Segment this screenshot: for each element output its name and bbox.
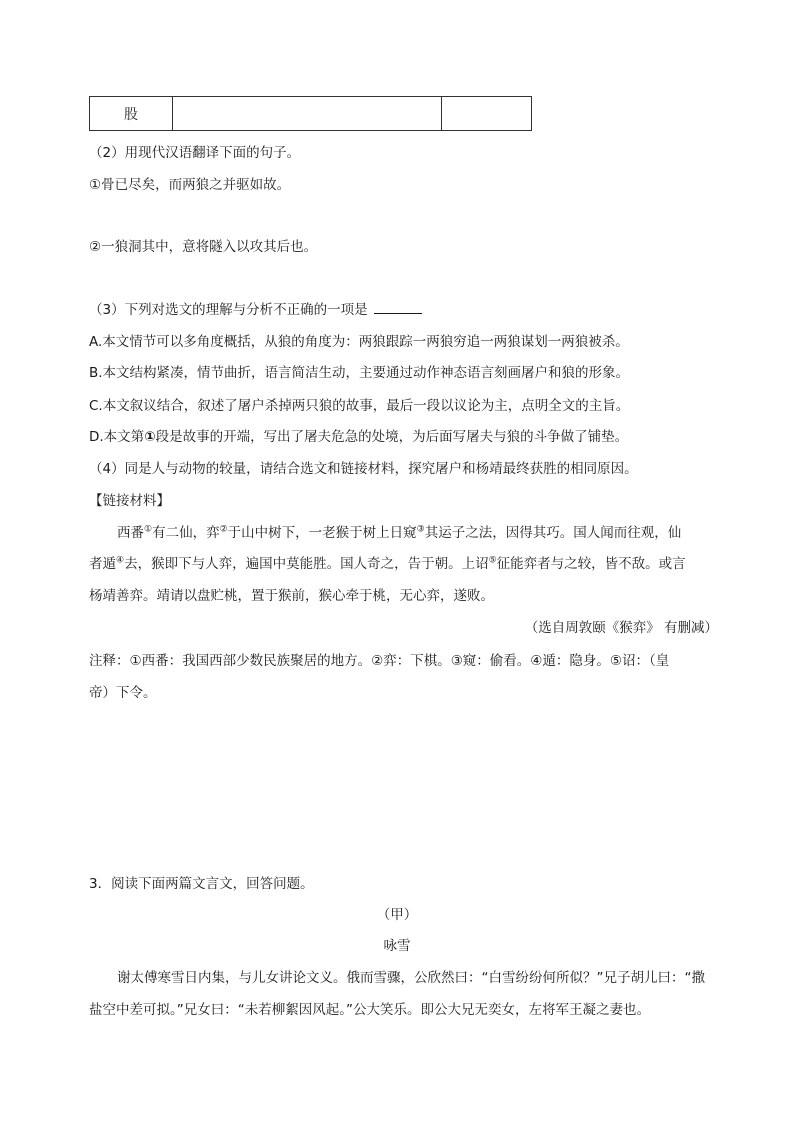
annotation-line-1: 注释：①西番：我国西部少数民族聚居的地方。②弈：下棋。③窥：偷看。④遁：隐身。⑤诏：（皇 xyxy=(89,653,670,669)
paragraph-marker: ① xyxy=(144,429,156,445)
table-cell-label: 股 xyxy=(90,97,173,131)
text-segment: 去，猴即下与人弈，遍国中莫能胜。国人奇之，告于朝。上诏 xyxy=(124,556,489,572)
table-row xyxy=(90,97,532,131)
footnote-marker: ⑤ xyxy=(488,555,497,566)
footnote-marker: ④ xyxy=(116,555,125,566)
q2-prompt: （2）用现代汉语翻译下面的句子。 xyxy=(89,145,301,161)
section-label: （甲） xyxy=(376,907,418,923)
q2-sentence-2: ②一狼洞其中，意将隧入以攻其后也。 xyxy=(89,239,318,255)
source-citation: （选自周敦颐《猴弈》 有删减） xyxy=(524,620,718,636)
q3-option-a: A.本文情节可以多角度概括，从狼的角度为：两狼跟踪一两狼穷追一两狼谋划一两狼被杀。 xyxy=(89,334,629,350)
link-paragraph-line-1 xyxy=(117,521,681,541)
link-paragraph-line-2 xyxy=(89,552,686,572)
q3-option-d-start: D.本文第 xyxy=(89,429,145,445)
q3-prompt: （3）下列对选文的理解与分析不正确的一项是 xyxy=(89,302,368,318)
q3-option-b: B.本文结构紧凑，情节曲折，语言简洁生动，主要通过动作神态语言刻画屠户和狼的形象。 xyxy=(89,365,630,381)
text-segment: 有二仙，弈 xyxy=(152,525,220,541)
link-paragraph-line-3: 杨靖善弈。靖请以盘贮桃，置于猴前，猴心牵于桃，无心弈，遂败。 xyxy=(89,588,494,604)
text-segment: 者遁 xyxy=(89,556,116,572)
footnote-marker: ③ xyxy=(416,524,425,535)
passage-line-2: 盐空中差可拟。”兄女曰：“未若柳絮因风起。”公大笑乐。即公大兄无奕女，左将军王凝之妻也。 xyxy=(89,1002,650,1018)
q3-option-c: C.本文叙议结合，叙述了屠户杀掉两只狼的故事，最后一段以议论为主，点明全文的主旨。 xyxy=(89,398,630,414)
text-segment: 其运子之法，因得其巧。国人闻而往观，仙 xyxy=(424,525,682,541)
question-3-prompt: 3．阅读下面两篇文言文，回答问题。 xyxy=(89,876,314,892)
text-segment: 西番 xyxy=(117,525,144,541)
text-segment: 征能弈者与之较，皆不敌。或言 xyxy=(496,556,686,572)
passage-line-1: 谢太傅寒雪日内集，与儿女讲论文义。俄而雪骤，公欣然曰：“白雪纷纷何所似？”兄子胡儿曰：“撒 xyxy=(117,970,705,986)
q4-prompt: （4）同是人与动物的较量，请结合选文和链接材料，探究屠户和杨靖最终获胜的相同原因。 xyxy=(89,461,638,477)
answer-table xyxy=(89,96,532,131)
q3-option-d xyxy=(89,425,628,445)
table-cell-empty xyxy=(173,97,442,131)
link-heading: 【链接材料】 xyxy=(89,493,170,509)
table-cell-empty xyxy=(442,97,532,131)
q2-sentence-1: ①骨已尽矣，而两狼之并驱如故。 xyxy=(89,177,291,193)
footnote-marker: ② xyxy=(219,524,228,535)
q3-line xyxy=(89,298,422,318)
text-segment: 于山中树下，一老猴于树上日窥 xyxy=(227,525,417,541)
annotation-line-2: 帝）下令。 xyxy=(89,685,157,701)
passage-title: 咏雪 xyxy=(383,938,411,954)
q3-option-d-end: 段是故事的开端，写出了屠夫危急的处境，为后面写屠夫与狼的斗争做了铺垫。 xyxy=(155,429,629,445)
footnote-marker: ① xyxy=(144,524,153,535)
answer-blank xyxy=(374,301,422,314)
